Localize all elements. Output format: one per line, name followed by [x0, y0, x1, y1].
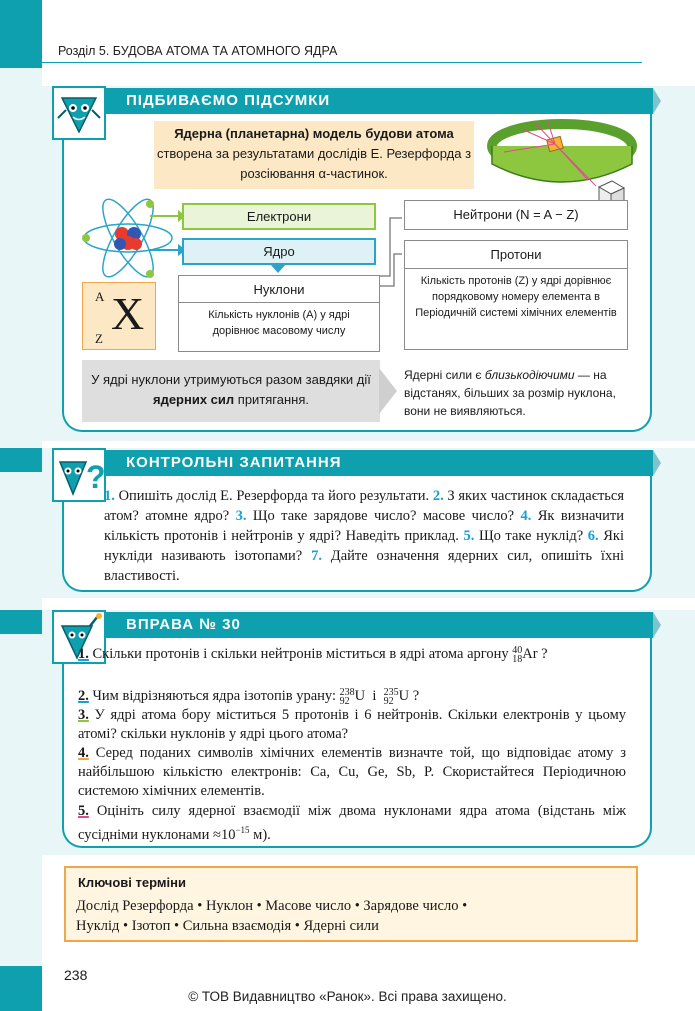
question-number: 3. [235, 508, 247, 524]
bar-notch [653, 88, 661, 114]
nucleus-label: Ядро [263, 244, 295, 259]
nucleons-label: Нуклони [253, 282, 305, 297]
charge-number: 92 [339, 695, 350, 707]
electrons-label: Електрони [246, 209, 312, 224]
questions-title: КОНТРОЛЬНІ ЗАПИТАННЯ [126, 454, 342, 471]
exercise-item-3 [78, 706, 626, 744]
symbol-element: X [111, 288, 145, 339]
protons-divider [405, 268, 627, 269]
conjunction: і [365, 688, 384, 704]
protons-label: Протони [490, 247, 542, 262]
exercise-text: Чим відрізняються ядра ізотопів урану: [88, 688, 340, 704]
edge-tab-mid [0, 448, 42, 472]
uranium235-index [384, 688, 399, 706]
exercise-text: Серед поданих символів хімічних елементів визначте той, що відповідає атому з найбільшою кількістю електронів: Ca, Cu, Ge, Sb, P. Скористайтеся Періодичною системою хімічних елементів. [78, 745, 626, 799]
neutrons-box [404, 200, 628, 230]
question-text: Дайте означення ядерних сил, опишіть їхні властивості. [104, 548, 624, 584]
question-number: 6. [587, 528, 599, 544]
uranium238-index [340, 688, 355, 706]
bar-notch [653, 450, 661, 476]
question-text: Що таке зарядове число? масове число? [246, 508, 521, 524]
mascot-summary-icon [52, 86, 106, 140]
question-text: З яких частинок складається атом? атомне ядро? [104, 488, 625, 524]
edge-tab-top [0, 0, 42, 68]
mass-number: 238 [339, 686, 355, 698]
callout-bold: Ядерна (планетарна) модель будови атома [174, 126, 454, 141]
mascot-question-icon [52, 448, 106, 502]
question-number: 4. [520, 508, 532, 524]
question-text: Які нукліди називають ізотопами? [104, 528, 624, 564]
note-before: Ядерні сили є [404, 368, 485, 382]
nucleons-box [178, 275, 380, 352]
exercise-text-end: ? [537, 646, 548, 662]
protons-note: Кількість протонів (Z) у ядрі дорівнює порядковому номеру елемента в Періодичній системі хімічних елементів [415, 275, 617, 319]
protons-box [404, 240, 628, 350]
forces-text-after: притягання. [234, 392, 310, 407]
questions-text [104, 486, 624, 586]
exercise-title: ВПРАВА № 30 [126, 616, 241, 633]
symbol-charge-number: Z [95, 331, 103, 346]
copyright-notice: © ТОВ Видавництво «Ранок». Всі права захищено. [188, 989, 507, 1004]
running-head: Розділ 5. БУДОВА АТОМА ТА АТОМНОГО ЯДРА [58, 44, 338, 58]
header-rule [42, 62, 642, 63]
nucleus-box [182, 238, 376, 265]
symbol-mass-number: A [95, 289, 105, 304]
exponent: −15 [235, 825, 250, 835]
mass-number: 40 [512, 644, 523, 656]
nuclide-symbol-box [82, 282, 156, 350]
question-number: 2. [432, 488, 444, 504]
summary-title-bar [66, 88, 653, 114]
summary-title: ПІДБИВАЄМО ПІДСУМКИ [126, 92, 331, 109]
callout-text: створена за результатами дослідів Е. Резерфорда з розсіювання α-частинок. [156, 146, 472, 181]
exercise-number: 3. [78, 707, 89, 723]
forces-bold: ядерних сил [152, 392, 235, 407]
bar-notch [653, 612, 661, 638]
question-number: 5. [463, 528, 475, 544]
short-range-note [404, 366, 634, 420]
key-terms-title: Ключові терміни [78, 875, 186, 890]
nucleus-arrow-icon [270, 264, 286, 274]
page-number: 238 [64, 967, 88, 983]
side-margin-tint [0, 68, 42, 968]
question-text: Як визначити кількість протонів і нейтронів у ядрі? Наведіть приклад. [104, 508, 624, 544]
charge-number: 18 [512, 653, 523, 665]
key-terms-line: Нуклід • Ізотоп • Сильна взаємодія • Ядерні сили [76, 918, 379, 934]
exercise-item-2 [78, 687, 626, 706]
electrons-box [182, 203, 376, 230]
argon-nuclide-index [512, 646, 522, 664]
exercise-title-bar [66, 612, 653, 638]
svg-text:?: ? [86, 459, 104, 495]
forces-text-before: У ядрі нуклони утримуються разом завдяки дії [91, 372, 371, 387]
exercise-text: У ядрі атома бору міститься 5 протонів і 6 нейтронів. Скільки електронів у цьому атомі? скільки нуклонів у ядрі цього атома? [78, 707, 626, 742]
exercise-item-1 [78, 645, 626, 664]
edge-tab-mid [0, 610, 42, 634]
mass-number: 235 [383, 686, 399, 698]
rutherford-model-callout [154, 121, 474, 189]
element-symbol: Ar [522, 646, 538, 662]
neutrons-label: Нейтрони (N = A − Z) [453, 207, 579, 222]
question-number: 7. [311, 548, 322, 564]
questions-title-bar [66, 450, 653, 476]
exercise-number: 5. [78, 803, 89, 819]
exercise-number: 4. [78, 745, 89, 761]
charge-number: 92 [383, 695, 394, 707]
exercise-number: 1. [78, 646, 89, 662]
note-italic: близькодіючими [484, 368, 575, 382]
key-terms-box [64, 866, 638, 942]
question-number: 1. [104, 488, 115, 504]
question-text: Що таке нуклід? [474, 528, 588, 544]
nuclear-forces-band [82, 360, 380, 422]
key-terms-line: Дослід Резерфорда • Нуклон • Масове число • Зарядове число • [76, 898, 468, 914]
note-after: — на відстанях, більших за розмір нуклона, вони не виявляються. [404, 368, 616, 418]
nucleons-note: Кількість нуклонів (A) у ядрі дорівнює масовому числу [208, 309, 350, 337]
exercise-text: Скільки протонів і скільки нейтронів міститься в ядрі атома аргону [88, 646, 513, 662]
exercise-text-end: U ? [398, 688, 420, 704]
element-symbol: U [354, 688, 366, 704]
forces-arrow-icon [379, 368, 397, 414]
nucleons-divider [179, 302, 379, 303]
exercise-number: 2. [78, 688, 89, 704]
exercise-item-4 [78, 744, 626, 801]
exercise-item-5 [78, 802, 626, 845]
question-text: Опишіть дослід Е. Резерфорда та його результати. [114, 488, 433, 504]
exercise-text-end: м). [249, 826, 271, 843]
exercise-text: Оцініть силу ядерної взаємодії між двома нуклонами ядра атома (відстань між сусідніми нуклонами ≈10 [78, 803, 626, 843]
